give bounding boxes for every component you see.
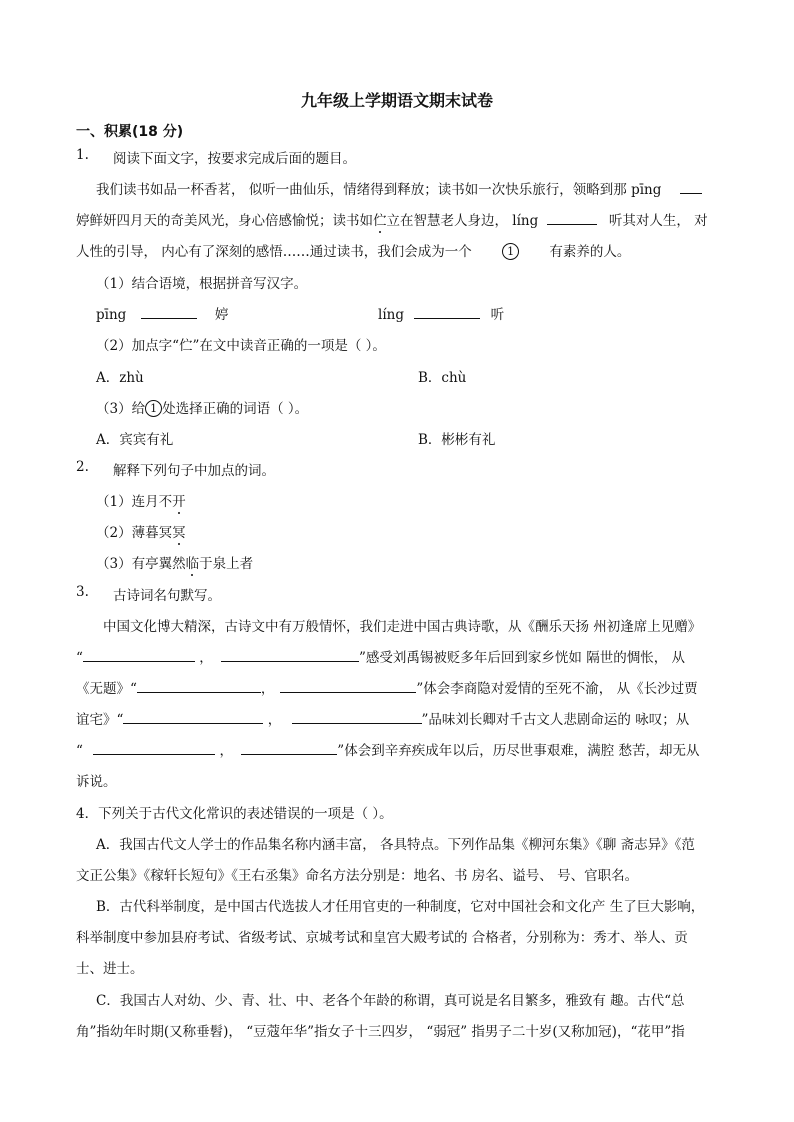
quote-mark: “ [76,743,83,759]
passage-line-1 [96,178,702,198]
dotted-char: 冥 [172,521,186,541]
page-title: 九年级上学期语文期末试卷 [300,91,493,110]
subquestion-text: （3）给 [96,401,146,417]
poem-blank[interactable] [137,679,261,693]
subquestion-text: 处选择正确的词语（ ）。 [162,401,309,417]
question-1-stem: 阅读下面文字，按要求完成后面的题目。 [113,151,356,167]
char-label: 婷 [214,307,229,323]
answer-blank-ling[interactable] [414,305,480,319]
q4-option-b-cont: 科举制度中参加县府考试、省级考试、京城考试和皇宫大殿考试的 合格者，分别称为：秀才、举人、贡 [76,930,688,946]
q4-option-a-cont: 文正公集》《稼轩长短句》《王右丞集》命名方法分别是：地名、书 房名、谥号、 号、官职名。 [76,868,639,884]
question-2-number: 2. [76,459,89,475]
q3-text: ”品味刘长卿对千古文人悲剧命运的 咏叹；从 [421,712,690,728]
dotted-char: 开 [172,490,186,510]
poem-blank[interactable] [292,710,422,724]
subquestion-2: （2）加点字“伫”在文中读音正确的一项是（ ）。 [96,338,386,354]
passage-text: 听其对人生， 对 [608,213,708,229]
pinyin-label: pīng [96,307,127,323]
poem-blank[interactable] [123,710,263,724]
question-1-number: 1. [76,147,89,163]
q3-line-5 [76,739,700,759]
dotted-char: 伫 [373,209,387,229]
q3-text: 谊宅》“ [76,712,124,728]
char-label: 听 [490,307,505,323]
option-a[interactable]: A．宾宾有礼 [96,432,174,448]
circle-marker: 1 [145,400,162,417]
q4-option-c[interactable]: C．我国古人对幼、少、青、壮、中、老各个年龄的称谓，真可说是名目繁多，雅致有 趣。古代“总 [96,993,685,1009]
item-text: （2）薄暮冥 [96,525,173,541]
q3-line-2 [76,646,685,666]
q4-option-b-cont: 士、进士。 [76,961,144,977]
comma: ， [260,681,275,697]
q2-item-2 [96,521,186,541]
item-text: （1）连月不 [96,494,173,510]
comma: ， [267,712,282,728]
poem-blank[interactable] [280,679,416,693]
q4-option-a[interactable]: A．我国古代文人学士的作品集名称内涵丰富， 各具特点。下列作品集《柳河东集》《聊 斋志异》《范 [96,837,695,853]
subquestion-3 [96,397,308,417]
poem-blank[interactable] [83,648,195,662]
pinyin-label: líng [378,307,404,323]
pinyin-blank-ping[interactable] [680,180,702,194]
circle-marker: 1 [502,243,519,260]
comma: ， [199,650,213,666]
q4-option-c-cont: 角”指幼年时期(又称垂髫)， “豆蔻年华”指女子十三四岁， “弱冠” 指男子二十岁(又称加冠)，“花甲”指 [76,1024,685,1040]
passage-text: 立在智慧老人身边， líng [386,213,539,229]
passage-text: 有素养的人。 [549,244,631,260]
q4-option-b[interactable]: B．古代科举制度，是中国古代选拔人才任用官吏的一种制度，它对中国社会和文化产 生了巨大影响， [96,899,705,915]
option-a[interactable]: A．zhù [96,370,144,386]
q2-item-1 [96,490,186,510]
q3-text: ”体会到辛弃疾成年以后，历尽世事艰难，满腔 愁苦，却无从 [337,743,700,759]
subquestion-1-answers [96,303,228,323]
question-3-stem: 古诗词名句默写。 [113,588,221,604]
q3-line-3 [76,677,698,697]
option-b[interactable]: B．彬彬有礼 [418,432,496,448]
passage-text: 人性的引导， 内心有了深刻的感悟……通过读书，我们会成为一个 [76,244,472,260]
q3-text: 《无题》“ [76,681,137,697]
comma: ， [219,743,233,759]
question-4-stem: 4．下列关于古代文化常识的表述错误的一项是（ ）。 [76,806,393,822]
q3-text: ”感受刘禹锡被贬多年后回到家乡恍如 隔世的惆怅， 从 [359,650,685,666]
passage-text: 我们读书如品一杯香茗， 似听一曲仙乐，情绪得到释放；读书如一次快乐旅行，领略到那 pīng [96,182,662,198]
q3-line-6: 诉说。 [76,774,117,790]
dotted-char: 临 [186,552,200,572]
question-2-stem: 解释下列句子中加点的词。 [113,463,275,479]
option-b[interactable]: B．chù [418,370,467,386]
subquestion-1-answers-b [378,303,504,323]
passage-text: 婷鲜妍四月天的奇美风光，身心倍感愉悦；读书如 [76,213,373,229]
q2-item-3 [96,552,253,572]
passage-line-2 [76,209,708,229]
question-3-number: 3. [76,584,89,600]
poem-blank[interactable] [241,741,337,755]
poem-blank[interactable] [221,648,359,662]
pinyin-blank-ling[interactable] [547,211,597,225]
passage-line-3 [76,240,630,260]
q3-line-4 [76,708,689,728]
q3-line-1: 中国文化博大精深，古诗文中有万般情怀，我们走进中国古典诗歌，从《酬乐天扬 州初逢席上见赠》 [103,619,702,635]
q3-text: ”体会李商隐对爱情的至死不渝， 从《长沙过贾 [416,681,698,697]
answer-blank-ping[interactable] [141,305,197,319]
quote-mark: “ [76,650,83,666]
item-text: 于泉上者 [199,556,254,572]
item-text: （3）有亭翼然 [96,556,186,572]
subquestion-1: （1）结合语境，根据拼音写汉字。 [96,276,308,292]
section-heading: 一、积累(18 分) [76,124,184,140]
poem-blank[interactable] [93,741,215,755]
